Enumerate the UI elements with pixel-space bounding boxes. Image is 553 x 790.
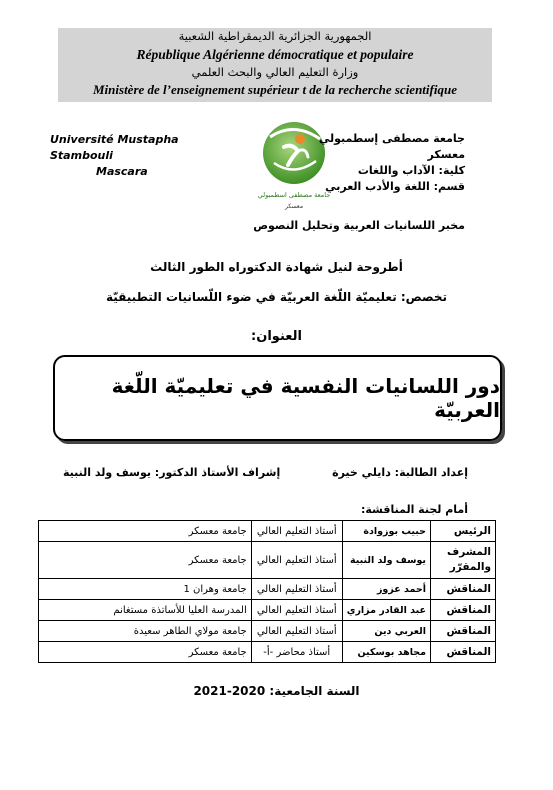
table-row	[39, 579, 496, 600]
republic-ar: الجمهورية الجزائرية الديمقراطية الشعبية	[178, 29, 372, 43]
university-name-fr	[50, 132, 240, 180]
jury-role: المناقش	[431, 642, 496, 663]
prepared-by: إعداد الطالبة: دايلي خيرة	[332, 466, 468, 479]
table-row	[39, 621, 496, 642]
jury-rank: أستاذ التعليم العالي	[251, 579, 342, 600]
supervisor: إشراف الأستاذ الدكتور: يوسف ولد النبية	[63, 466, 281, 479]
jury-role: المشرف والمقرّر	[431, 542, 496, 579]
department: قسم: اللغة والأدب العربي	[325, 180, 465, 193]
university-name-fr-line1: Université Mustapha Stambouli	[50, 133, 179, 162]
faculty: كلية: الآداب واللغات	[357, 164, 465, 177]
academic-year: السنة الجامعية: 2020-2021	[193, 684, 360, 698]
logo-city: معسكر	[284, 203, 304, 210]
jury-name: عبد القادر مزاري	[342, 600, 430, 621]
institution-block-ar	[245, 131, 465, 195]
university-name-fr-line2: Mascara	[96, 165, 148, 178]
thesis-specialty: تخصص: تعليميّة اللّغة العربيّة في ضوء اللّسانيات التطبيقيّة	[105, 290, 448, 304]
header-band	[58, 28, 492, 102]
table-row	[39, 521, 496, 542]
jury-institution: جامعة معسكر	[39, 642, 252, 663]
thesis-degree: أطروحة لنيل شهادة الدكتوراه الطور الثالث	[150, 260, 403, 274]
jury-institution: المدرسة العليا للأساتذة مستغانم	[39, 600, 252, 621]
thesis-title-box	[53, 355, 502, 441]
table-row	[39, 542, 496, 579]
jury-label: أمام لجنة المناقشة:	[360, 503, 468, 516]
jury-institution: جامعة معسكر	[39, 521, 252, 542]
laboratory: مخبر اللسانيات العربية وتحليل النصوص	[253, 219, 465, 232]
jury-name: أحمد عزوز	[342, 579, 430, 600]
jury-institution: جامعة مولاي الطاهر سعيدة	[39, 621, 252, 642]
jury-table	[38, 520, 496, 663]
thesis-title: دور اللسانيات النفسية في تعليميّة اللّغة العربيّة	[111, 374, 500, 422]
jury-name: حبيب بوزوادة	[342, 521, 430, 542]
jury-institution: جامعة معسكر	[39, 542, 252, 579]
jury-rank: أستاذ التعليم العالي	[251, 542, 342, 579]
university-name-ar-line2: معسكر	[427, 148, 465, 161]
jury-rank: أستاذ التعليم العالي	[251, 521, 342, 542]
jury-role: الرئيس	[431, 521, 496, 542]
jury-role: المناقش	[431, 621, 496, 642]
jury-name: مجاهد بوسكين	[342, 642, 430, 663]
jury-role: المناقش	[431, 579, 496, 600]
table-row	[39, 642, 496, 663]
jury-role: المناقش	[431, 600, 496, 621]
ministry-ar: وزارة التعليم العالي والبحث العلمي	[191, 65, 359, 79]
jury-rank: أستاذ محاضر -أ-	[251, 642, 342, 663]
jury-rank: أستاذ التعليم العالي	[251, 621, 342, 642]
logo-caption: جامعة مصطفى اسطمبولي	[257, 191, 331, 199]
title-label: العنوان:	[251, 329, 302, 344]
republic-fr: République Algérienne démocratique et populaire	[136, 47, 414, 62]
ministry-fr: Ministère de l’enseignement supérieur t de la recherche scientifique	[93, 82, 457, 97]
jury-name: يوسف ولد النبية	[342, 542, 430, 579]
university-name-ar-line1: جامعة مصطفى إسطمبولي	[318, 132, 465, 145]
jury-institution: جامعة وهران 1	[39, 579, 252, 600]
table-row	[39, 600, 496, 621]
jury-name: العربي دين	[342, 621, 430, 642]
jury-rank: أستاذ التعليم العالي	[251, 600, 342, 621]
